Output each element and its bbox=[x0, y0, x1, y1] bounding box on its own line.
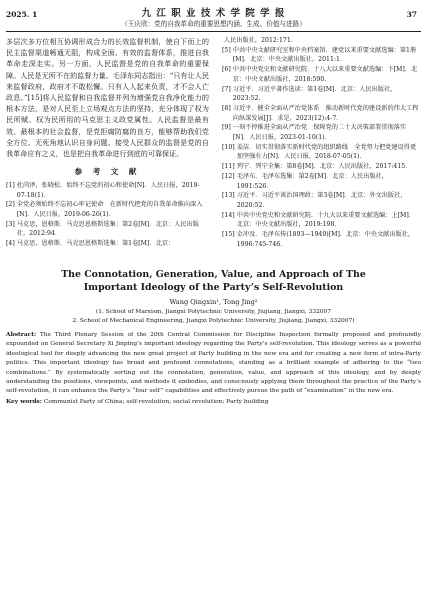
reference-text: 全党必须始终不忘初心牢记使命 在新时代把党的自我革命推向深入[N]．人民日报，2019-06-26(1)． bbox=[16, 201, 203, 219]
reference-item bbox=[222, 104, 420, 123]
reference-number: [15] bbox=[222, 231, 235, 239]
right-column bbox=[222, 36, 420, 249]
reference-text: 习近平．健全全面从严治党体系 推动新时代党的建设新的伟大工程向纵深发展[J]．求是，2023(12):4-7． bbox=[232, 104, 419, 122]
reference-text: 习近平．习近平著作选读：第1卷[M]．北京：人民出版社，2023:52． bbox=[232, 85, 397, 103]
reference-number: [9] bbox=[222, 124, 231, 132]
body-text bbox=[6, 36, 209, 159]
english-title bbox=[6, 268, 421, 294]
abstract-text: The Third Plenary Session of the 20th Central Commission for Discipline Inspection formally proposed and profoundly expounded on General Secretary Xi Jinping’s important ideology regarding the Party’s self-revolution. This ideology serves as a powerful ideological tool for deeply advancing the new great project of Party building in the new era and for creating a new form of intra-Party politics. This important ideology has broad and profound connotations, standing as a brilliant example of adhering to the “two combinations.” By systematically sorting out the connotation, generation, value, and approach of this ideology, and by deeply understanding the positions, viewpoints, and methods it embodies, and consciously applying them throughout the practice of the Party’s self-revolution, it can enhance the Party’s “four self” capabilities and effectively pursue the path of “examination” in the new era. bbox=[6, 332, 421, 395]
reference-text: 杜尚泽，张晓松．始终不忘党的初心和使命[N]．人民日报，2019-07-18(1)． bbox=[16, 182, 200, 199]
english-abstract bbox=[6, 330, 421, 397]
abstract-label: Abstract: bbox=[6, 331, 37, 338]
reference-text: 姜洁．切实贯彻落实新时代党的组织路线 全党努力把党建设得更加坚强有力[N]．人民日报，2018-07-05(1)． bbox=[236, 143, 417, 161]
reference-number: [6] bbox=[222, 66, 231, 74]
references-heading: 参 考 文 献 bbox=[74, 167, 141, 177]
article-running-title: （王庆欣：党的自我革命的重要思想内涵、生成、价值与进路） bbox=[121, 20, 306, 28]
left-column bbox=[6, 36, 209, 248]
english-abstract-block bbox=[6, 268, 421, 407]
english-title-line: The Connotation, Generation, Value, and Approach of The bbox=[61, 269, 366, 280]
english-authors: Wang Qingxin¹, Tong Jing² bbox=[169, 298, 258, 306]
english-title-line: Important Ideology of the Party’s Self-Revolution bbox=[83, 282, 344, 293]
body-paragraph: 多层次多方位相互协调形成合力的长效监督机制，使自下而上的民主监督渠道畅通无阻，构成全面、有效的监督体系，推进自我革命走深走实。另一方面，人民监督是党的自我革命的重要保障。人民是无所不在的监督力量。毛泽东同志指出：“只有让人民来监督政府，政府才不敢松懈。只有人人起来负责，才不会人亡政息。”[15]将人民监督和自我监督并列为增强党自我净化能力的根本方法，是对人民至上立场观点方法的坚持，充分体现了权为民所赋、权为民所用的马克思主义政党属性。人民监督是最有效、最根本的社会监督，是党拒腐防腐的良方，能够帮助我们党全方位、无死角地认识自身问题。接受人民群众的监督是党的自我革命应有之义，也是把自我革命进行到底的可靠保证。 bbox=[6, 37, 209, 159]
reference-text: 中共中央文献研究室和中央档案馆．建党以来重要文献选编：第1册[M]．北京：中央文献出版社，2011:1． bbox=[232, 46, 417, 64]
keywords-text: Communist Party of China; self-revolution; social revolution; Party building bbox=[43, 398, 269, 405]
reference-item bbox=[222, 191, 420, 210]
english-affiliations bbox=[6, 308, 421, 326]
reference-number: [13] bbox=[222, 192, 235, 200]
reference-item bbox=[6, 200, 209, 219]
reference-item bbox=[222, 230, 420, 249]
reference-item bbox=[6, 181, 209, 200]
header-rule bbox=[6, 31, 421, 32]
reference-number: [4] bbox=[6, 239, 15, 247]
reference-text: 毛泽东．毛泽东选集：第2卷[M]．北京：人民出版社，1991:526． bbox=[236, 172, 388, 190]
reference-text: 习近平．习近平谈治国理政：第3卷[M]．北京：外文出版社，2020:52． bbox=[236, 192, 407, 209]
reference-text: 马克思，恩格斯．马克思恩格斯选集：第1卷[M]．北京： bbox=[16, 239, 175, 247]
page-number: 37 bbox=[406, 10, 417, 19]
reference-number: [10] bbox=[222, 143, 235, 151]
reference-number: [5] bbox=[222, 46, 231, 54]
keywords-label: Key words: bbox=[6, 397, 42, 405]
reference-text: 列宁．列宁全集：第8卷[M]．北京：人民出版社，2017:415． bbox=[236, 163, 412, 171]
affiliation-line: (1. School of Marxism, Jiangxi Polytechnic University, Jiujiang, Jiangxi, 332007 bbox=[95, 309, 332, 315]
reference-text: 金冲及．毛泽东传(1893—1949)[M]．北京：中央文献出版社，1996:745-746． bbox=[236, 231, 415, 248]
reference-number: [2] bbox=[6, 201, 15, 209]
reference-number: [12] bbox=[222, 172, 235, 180]
reference-item bbox=[222, 172, 420, 191]
reference-item bbox=[6, 220, 209, 239]
running-header bbox=[0, 0, 427, 34]
reference-number: [7] bbox=[222, 85, 231, 93]
affiliation-line: 2. School of Mechanical Engineering, Jiangxi Polytechnic University, Jiujiang, Jiangxi, 332007) bbox=[72, 318, 355, 324]
reference-text: 马克思，恩格斯．马克思恩格斯选集：第2卷[M]．北京：人民出版社，2012:94． bbox=[16, 220, 199, 238]
reference-item bbox=[222, 65, 420, 84]
reference-number: [1] bbox=[6, 182, 15, 190]
reference-item bbox=[222, 162, 420, 172]
reference-item bbox=[222, 85, 420, 104]
reference-number: [8] bbox=[222, 104, 231, 112]
reference-number: [14] bbox=[222, 211, 235, 219]
reference-text: 人民出版社，2012:171． bbox=[224, 37, 297, 44]
reference-item bbox=[6, 239, 209, 249]
reference-text: 一刻不停推进全面从严治党 保障党的二十大决策部署贯彻落实[N]．人民日报，2023-01-10(1)． bbox=[232, 124, 407, 142]
reference-item bbox=[222, 36, 420, 46]
reference-text: 中共中央党史和文献研究院．十八大以来重要文献选编：下[M]．北京：中央文献出版社，2018:590． bbox=[232, 66, 418, 83]
journal-title: 九 江 职 业 技 术 学 院 学 报 bbox=[141, 8, 286, 19]
reference-number: [3] bbox=[6, 220, 15, 228]
reference-item bbox=[222, 211, 420, 230]
english-keywords bbox=[6, 397, 421, 407]
reference-item bbox=[222, 143, 420, 162]
reference-item bbox=[222, 123, 420, 142]
reference-number: [11] bbox=[222, 163, 235, 171]
references-list-left bbox=[6, 181, 209, 248]
reference-item bbox=[222, 46, 420, 65]
reference-text: 中共中央党史和文献研究院．十九大以来重要文献选编：上[M]．北京：中央文献出版社，2019:198． bbox=[236, 211, 415, 229]
issue-year: 2025. 1 bbox=[6, 10, 38, 19]
